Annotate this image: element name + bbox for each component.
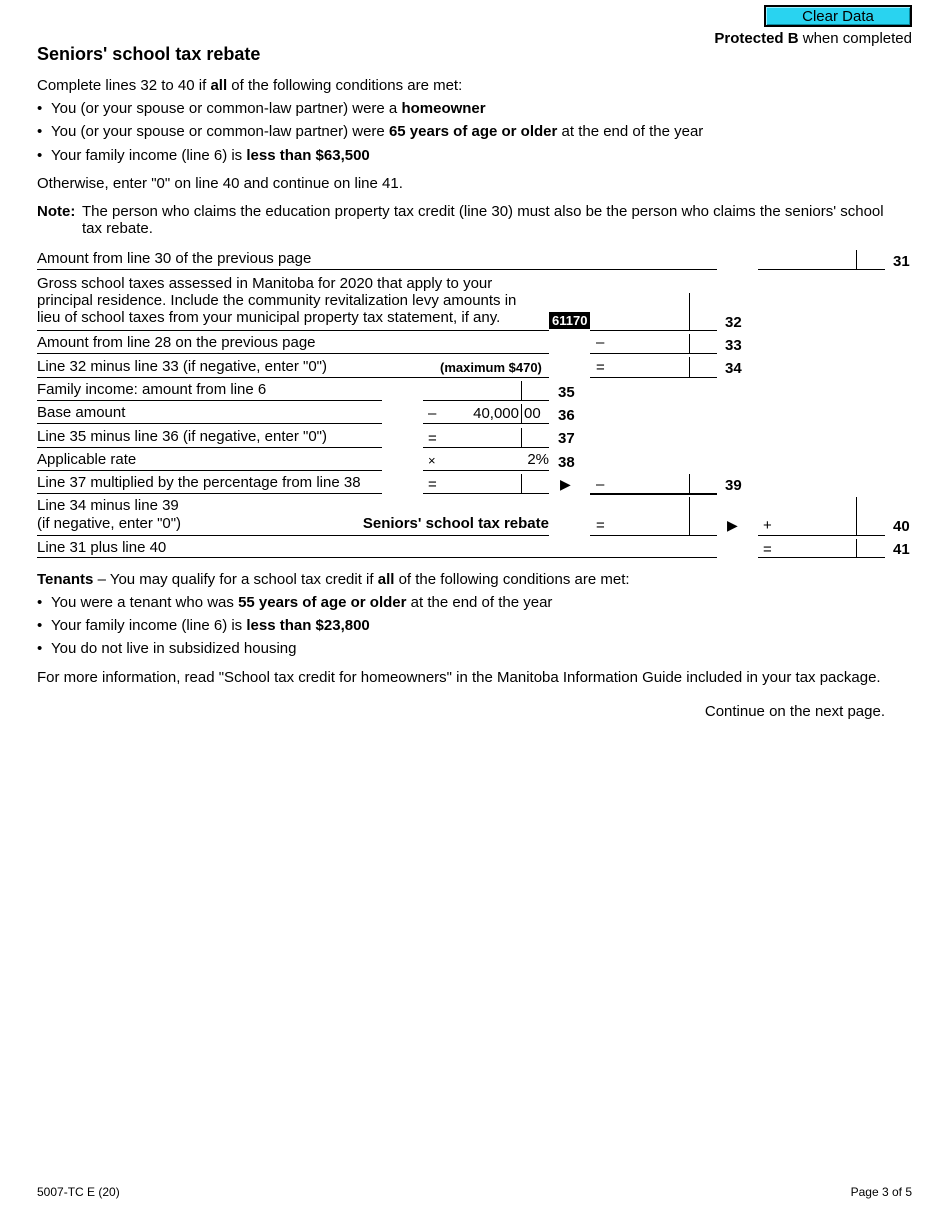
line-41-number: 41 bbox=[893, 541, 910, 558]
line-35-label: Family income: amount from line 6 bbox=[37, 381, 267, 398]
line-40-label-2: (if negative, enter "0") bbox=[37, 515, 182, 532]
section-title: Seniors' school tax rebate bbox=[37, 44, 261, 64]
line-37-number: 37 bbox=[558, 430, 575, 447]
line-36-underline bbox=[37, 423, 382, 424]
line-38-number: 38 bbox=[558, 454, 575, 471]
line-33-input[interactable] bbox=[610, 334, 686, 352]
tenant-condition-age bbox=[51, 594, 552, 611]
line-31-cents-divider bbox=[856, 250, 857, 270]
line-38-multiply: × bbox=[428, 453, 436, 468]
line-33-minus: – bbox=[596, 334, 605, 351]
form-id: 5007-TC E (20) bbox=[37, 1185, 120, 1199]
page-number: Page 3 of 5 bbox=[850, 1185, 912, 1199]
intro-text bbox=[37, 77, 462, 94]
line-37-equals: = bbox=[428, 430, 437, 447]
line-32-label-1: Gross school taxes assessed in Manitoba for 2020 that apply to your bbox=[37, 275, 493, 292]
tenants-post: of the following conditions are met: bbox=[394, 571, 630, 588]
continue-text: Continue on the next page. bbox=[704, 703, 885, 720]
line-39-number: 39 bbox=[725, 477, 742, 494]
line-34-equals: = bbox=[596, 359, 605, 376]
line-41-field-underline bbox=[758, 557, 885, 558]
line-34-maximum: (maximum $470) bbox=[440, 360, 542, 375]
tenant-condition-income bbox=[51, 617, 370, 634]
note-label: Note: bbox=[37, 203, 76, 220]
line-39-cents-divider bbox=[689, 474, 690, 493]
line-39-left-input[interactable] bbox=[442, 474, 518, 492]
tenant-c2-bold: less than $23,800 bbox=[246, 617, 370, 634]
line-35-field-underline bbox=[423, 400, 549, 401]
line-36-dollars: 40,000 bbox=[473, 405, 519, 422]
line-35-input[interactable] bbox=[440, 381, 518, 399]
line-32-input[interactable] bbox=[594, 310, 686, 328]
tenant-c1-pre: You were a tenant who was bbox=[51, 594, 239, 611]
line-37-cents-divider bbox=[521, 428, 522, 447]
line-36-cents-divider bbox=[521, 404, 522, 423]
line-37-label: Line 35 minus line 36 (if negative, enter "0") bbox=[37, 428, 327, 445]
line-33-field-underline bbox=[590, 353, 717, 354]
line-41-input[interactable] bbox=[778, 539, 853, 556]
intro-bold: all bbox=[210, 77, 228, 94]
tenant-c2-pre: Your family income (line 6) is bbox=[51, 617, 247, 634]
intro-post: of the following conditions are met: bbox=[227, 77, 463, 94]
line-38-field-underline bbox=[423, 470, 549, 471]
tenant-c1-post: at the end of the year bbox=[406, 594, 553, 611]
tenant-c1-bold: 55 years of age or older bbox=[238, 594, 407, 611]
line-32-code: 61170 bbox=[549, 312, 590, 329]
line-34-cents-divider bbox=[689, 357, 690, 377]
line-39-input[interactable] bbox=[610, 474, 686, 492]
protected-b-bold: Protected B bbox=[714, 30, 799, 47]
line-32-number: 32 bbox=[725, 314, 742, 331]
line-31-input[interactable] bbox=[760, 250, 853, 268]
condition-homeowner bbox=[51, 100, 486, 117]
line-31-underline bbox=[37, 269, 717, 270]
line-39-left-cents-divider bbox=[521, 474, 522, 493]
line-34-number: 34 bbox=[725, 360, 742, 377]
cond3-pre: Your family income (line 6) is bbox=[51, 147, 247, 164]
line-31-label: Amount from line 30 of the previous page bbox=[37, 250, 312, 267]
line-33-label: Amount from line 28 on the previous page bbox=[37, 334, 316, 351]
line-39-equals: = bbox=[428, 476, 437, 493]
line-41-cents-divider bbox=[856, 539, 857, 557]
line-41-label: Line 31 plus line 40 bbox=[37, 539, 167, 556]
cond2-pre: You (or your spouse or common-law partner) were bbox=[51, 123, 389, 140]
line-32-label-2: principal residence. Include the community revitalization levy amounts in bbox=[37, 292, 517, 309]
line-39-label: Line 37 multiplied by the percentage from line 38 bbox=[37, 474, 361, 491]
line-33-number: 33 bbox=[725, 337, 742, 354]
intro-pre: Complete lines 32 to 40 if bbox=[37, 77, 211, 94]
line-40-mid-cents-divider bbox=[689, 497, 690, 535]
note-line-2: tax rebate. bbox=[82, 220, 153, 237]
protected-b-label bbox=[714, 30, 912, 47]
clear-data-button[interactable]: Clear Data bbox=[764, 5, 912, 27]
line-32-cents-divider bbox=[689, 293, 690, 330]
tenants-bold: Tenants bbox=[37, 571, 94, 588]
line-40-underline bbox=[37, 535, 549, 536]
line-34-input[interactable] bbox=[610, 358, 686, 376]
more-info-text: For more information, read "School tax credit for homeowners" in the Manitoba Information Guide included in your tax package. bbox=[37, 669, 881, 686]
condition-age bbox=[51, 123, 703, 140]
line-33-cents-divider bbox=[689, 334, 690, 353]
cond3-bold: less than $63,500 bbox=[246, 147, 370, 164]
line-38-label: Applicable rate bbox=[37, 451, 137, 468]
condition-income bbox=[51, 147, 370, 164]
line-35-number: 35 bbox=[558, 384, 575, 401]
tenants-all: all bbox=[377, 571, 395, 588]
line-34-underline bbox=[37, 377, 549, 378]
line-37-input[interactable] bbox=[442, 428, 518, 446]
cond2-post: at the end of the year bbox=[557, 123, 704, 140]
otherwise-text: Otherwise, enter "0" on line 40 and continue on line 41. bbox=[37, 175, 403, 192]
line-40-arrow-icon: ▶ bbox=[727, 517, 738, 533]
line-36-number: 36 bbox=[558, 407, 575, 424]
line-32-label-3: lieu of school taxes from your municipal property tax statement, if any. bbox=[37, 309, 501, 326]
line-40-input[interactable] bbox=[778, 515, 853, 533]
line-40-field-underline bbox=[758, 535, 885, 536]
tenants-intro bbox=[37, 571, 630, 588]
line-37-underline bbox=[37, 447, 382, 448]
line-35-underline bbox=[37, 400, 382, 401]
line-40-rebate-label: Seniors' school tax rebate bbox=[362, 515, 549, 532]
line-33-underline bbox=[37, 353, 549, 354]
line-34-field-underline bbox=[590, 377, 717, 378]
line-36-cents: 00 bbox=[524, 405, 541, 422]
line-41-equals: = bbox=[763, 541, 772, 558]
cond1-bold: homeowner bbox=[401, 100, 486, 117]
cond1-pre: You (or your spouse or common-law partner) were a bbox=[51, 100, 402, 117]
line-36-field-underline bbox=[423, 423, 549, 424]
line-32-field-underline bbox=[590, 330, 717, 331]
tenant-condition-housing: • You do not live in subsidized housing bbox=[51, 640, 296, 657]
line-36-label: Base amount bbox=[37, 404, 126, 421]
line-39-minus: – bbox=[596, 476, 605, 493]
line-41-underline bbox=[37, 557, 717, 558]
line-36-minus: – bbox=[428, 405, 437, 422]
line-38-rate: 2% bbox=[527, 451, 549, 468]
line-31-number: 31 bbox=[893, 253, 910, 270]
line-39-underline bbox=[37, 493, 382, 494]
line-31-field-underline bbox=[758, 269, 885, 270]
cond2-bold: 65 years of age or older bbox=[388, 123, 558, 140]
line-40-plus: + bbox=[763, 517, 772, 534]
line-39-arrow-icon: ▶ bbox=[560, 476, 571, 492]
line-39-left-field-underline bbox=[423, 493, 549, 494]
line-38-underline bbox=[37, 470, 382, 471]
line-37-field-underline bbox=[423, 447, 549, 448]
protected-b-rest: when completed bbox=[798, 30, 912, 47]
line-40-label-1: Line 34 minus line 39 bbox=[37, 497, 179, 514]
line-40-number: 40 bbox=[893, 518, 910, 535]
line-34-label: Line 32 minus line 33 (if negative, enter "0") bbox=[37, 358, 327, 375]
line-40-equals: = bbox=[596, 517, 605, 534]
line-40-mid-input[interactable] bbox=[610, 515, 686, 533]
line-35-cents-divider bbox=[521, 381, 522, 400]
tenants-pre: – You may qualify for a school tax credit if bbox=[93, 571, 378, 588]
note-line-1: The person who claims the education property tax credit (line 30) must also be the person who claims the seniors' school bbox=[82, 203, 884, 220]
line-40-mid-field-underline bbox=[590, 535, 717, 536]
line-39-field-underline bbox=[590, 493, 717, 495]
line-32-underline bbox=[37, 330, 549, 331]
line-40-cents-divider bbox=[856, 497, 857, 535]
